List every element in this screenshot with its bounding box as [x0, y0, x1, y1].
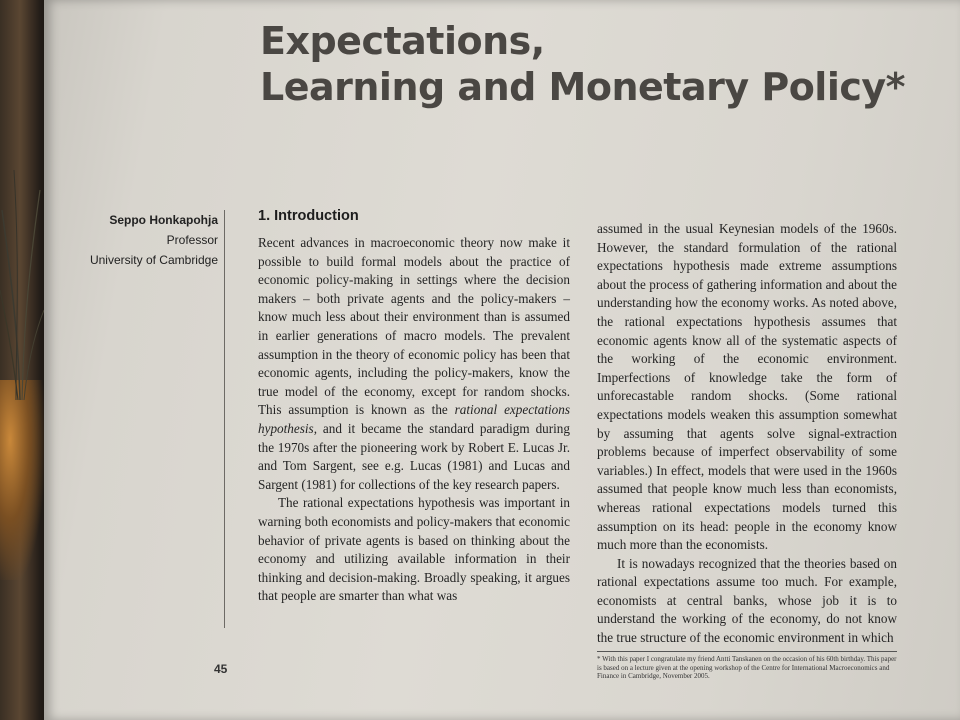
author-block: [84, 210, 224, 270]
page-title: [260, 18, 905, 110]
text-column-right: [597, 220, 897, 648]
author-role: Professor: [166, 233, 218, 247]
author-affiliation: University of Cambridge: [89, 253, 218, 267]
title-line-2: Learning and Monetary Policy*: [260, 65, 906, 109]
plant-silhouette: [0, 150, 44, 400]
author-name: Seppo Honkapohja: [109, 213, 218, 227]
footnote-divider: [597, 651, 897, 652]
author-sidebar: [84, 210, 225, 628]
paragraph-1-italic: rational expectations hypothesis: [258, 402, 570, 436]
section-heading: 1. Introduction: [258, 208, 359, 224]
title-line-1: Expectations,: [260, 19, 545, 63]
text-column-left: [258, 234, 570, 606]
paragraph-3: assumed in the usual Keynesian models of the 1960s. However, the standard formulation of the rational expectations hypothesis made extreme assumptions about the process of gathering information and about the understanding how the economy works. As noted above, the rational expectations hypothesis assumes that economic agents know all of the systematic aspects of the working of the economic environment. Imperfections of knowledge take the form of unforecastable random shocks. (Some rational expectations models weaken this assumption somewhat by assuming that agents solve signal-extraction problems because of imperfect observability of some variables.) In effect, models that were used in the 1960s assumed that people know much less than economists, whereas rational expectations models turned this assumption on its head: people in the economy know much more than the economists.: [597, 221, 897, 553]
paragraph-1-text-a: Recent advances in macroeconomic theory now make it possible to build formal models about the practice of economic policy-making in settings where the decision makers – both private agents and the policy-makers – know much less about their environment than is assumed in earlier generations of macro models. The prevalent assumption in the theory of economic policy has been that economic agents, including the policy-makers, know the true model of the economy, except for random shocks. This assumption is known as the: [258, 235, 570, 418]
page-number: 45: [214, 662, 228, 676]
paragraph-2: The rational expectations hypothesis was important in warning both economists and policy-makers that economic behavior of private agents is based on thinking about the economy and utilizing available information in their thinking and decision-making. Broadly speaking, it argues that people are smarter than what was: [258, 495, 570, 604]
paragraph-4: It is nowadays recognized that the theories based on rational expectations assume too much. For example, economists at central banks, whose job it is to understand the working of the economy, do not know the true structure of the economic environment in which: [597, 555, 897, 646]
footnote: * With this paper I congratulate my friend Antti Tanskanen on the occasion of his 60th birthday. This paper is based on a lecture given at the opening workshop of the Centre for International Macroeconomics and Finance in Cambridge, November 2005.: [597, 655, 897, 680]
lamp-glow: [0, 380, 44, 580]
book-page: [44, 0, 960, 720]
paragraph-1: [258, 234, 570, 494]
paragraph-1-text-b: , and it became the standard paradigm during the 1970s after the pioneering work by Robert E. Lucas Jr. and Tom Sargent, see e.g. Lucas (1981) and Lucas and Sargent (1981) for collections of the key research papers.: [258, 420, 570, 492]
